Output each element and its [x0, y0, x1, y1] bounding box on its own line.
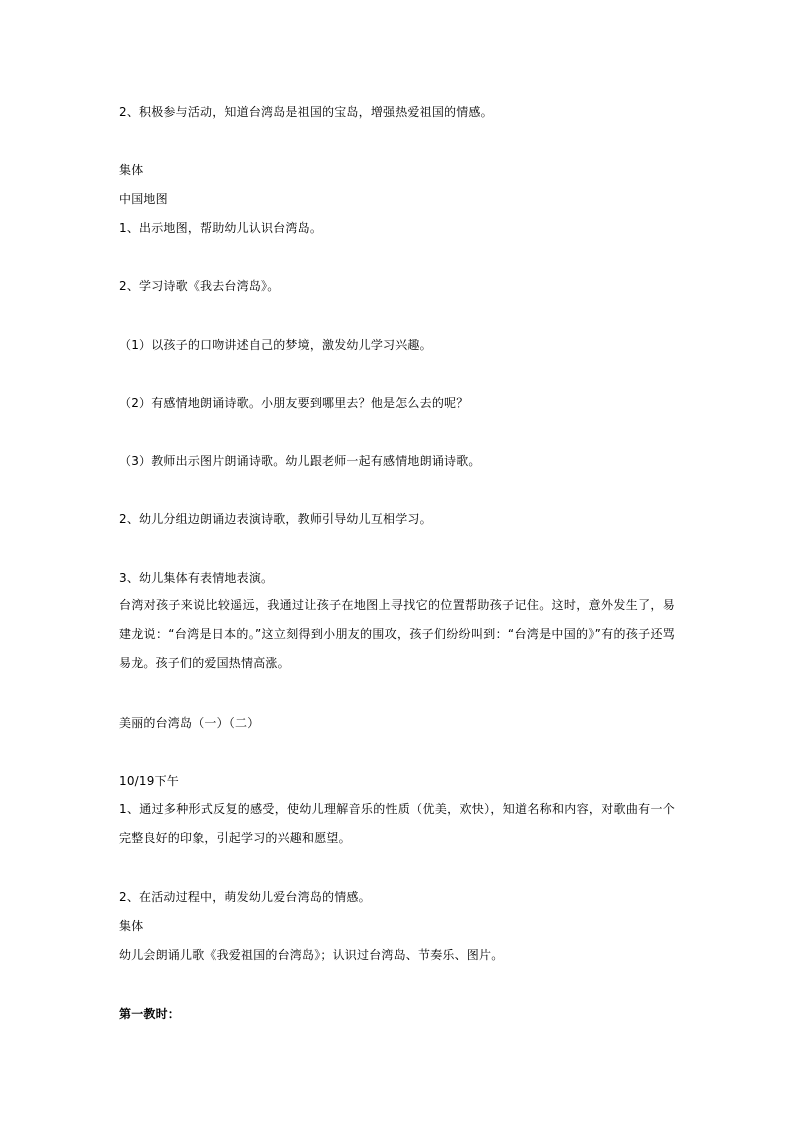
- first-session-heading: 第一教时：: [119, 1007, 181, 1021]
- substep-2-text: （2）有感情地朗诵诗歌。小朋友要到哪里去？他是怎么去的呢？: [119, 396, 469, 410]
- step-3-text: 3、幼儿集体有表情地表演。: [119, 571, 274, 585]
- organization-label: 集体: [119, 163, 144, 177]
- lesson-title: 美丽的台湾岛（一）（二）: [119, 716, 260, 730]
- substep-1-text: （1）以孩子的口吻讲述自己的梦境，激发幼儿学习兴趣。: [119, 338, 432, 352]
- step-2-text: 2、学习诗歌《我去台湾岛》。: [119, 279, 280, 293]
- preparation-text: 幼儿会朗诵儿歌《我爱祖国的台湾岛》；认识过台湾岛、节奏乐、图片。: [119, 948, 504, 962]
- goal-2-emotion-text: 2、在活动过程中，萌发幼儿爱台湾岛的情感。: [119, 890, 371, 904]
- lesson-time: 10/19下午: [119, 774, 179, 788]
- goal-2-text: 2、积极参与活动，知道台湾岛是祖国的宝岛，增强热爱祖国的情感。: [119, 105, 493, 119]
- substep-3-text: （3）教师出示图片朗诵诗歌。幼儿跟老师一起有感情地朗诵诗歌。: [119, 454, 481, 468]
- materials-text: 中国地图: [119, 192, 168, 206]
- step-1-text: 1、出示地图，帮助幼儿认识台湾岛。: [119, 221, 323, 235]
- group-activity-text: 2、幼儿分组边朗诵边表演诗歌，教师引导幼儿互相学习。: [119, 512, 432, 526]
- reflection-paragraph: 台湾对孩子来说比较遥远，我通过让孩子在地图上寻找它的位置帮助孩子记住。这时，意外发生了，易建龙说：“台湾是日本的。”这立刻得到小朋友的围攻，孩子们纷纷叫到：“台湾是中国的》”有的孩子还骂易龙。孩子们的爱国热情高涨。: [119, 598, 675, 670]
- organization-label-2: 集体: [119, 919, 144, 933]
- goal-1-paragraph: 1、通过多种形式反复的感受，使幼儿理解音乐的性质（优美，欢快），知道名称和内容，对歌曲有一个完整良好的印象，引起学习的兴趣和愿望。: [119, 802, 675, 845]
